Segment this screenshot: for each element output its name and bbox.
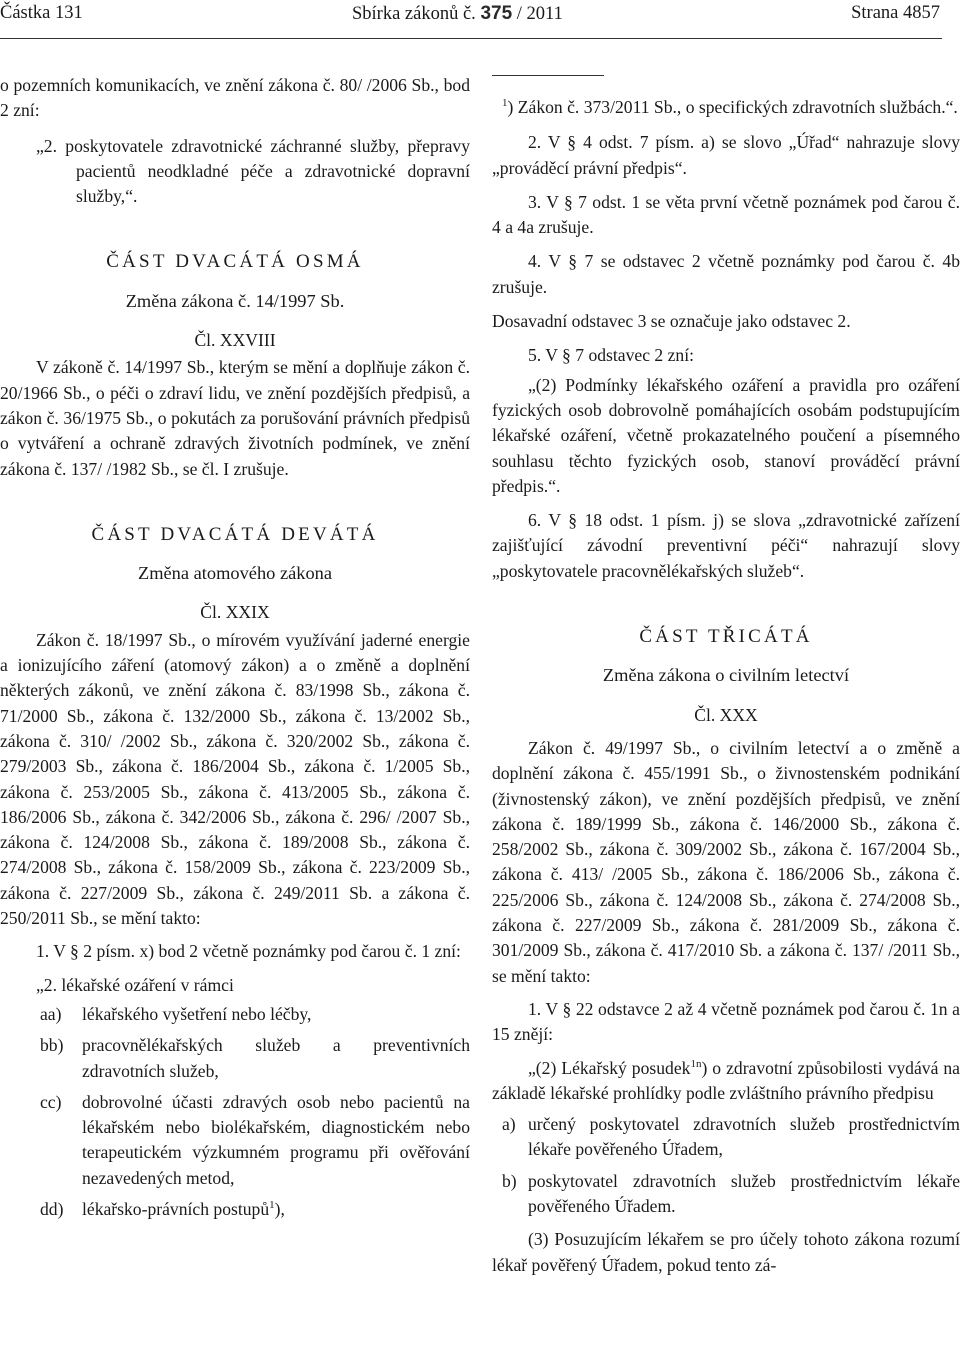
amendment-point-2: 2. V § 4 odst. 7 písm. a) se slovo „Úřad“ nahrazuje slovy „prováděcí právní předpis“. [492,132,960,178]
article-30-text: Zákon č. 49/1997 Sb., o civilním letectví a o změně a doplnění zákona č. 455/1991 Sb., o živnostenském podnikání (živnostenský zákon), ve znění pozdějších předpisů, ve znění zákona č. 189/1999 Sb., zákona č. 146/2000 Sb., zákona č. 258/2002 Sb., zákona č. 309/2002 Sb., zákona č. 167/2004 Sb., zákona č. 413/ /2005 Sb., zákona č. 186/2006 Sb., zákona č. 225/2006 Sb., zákona č. 124/2008 Sb., zákona č. 274/2008 Sb., zákona č. 227/2009 Sb., zákona č. 281/2009 Sb., zákona č. 301/2009 Sb., zákona č. 417/2010 Sb. a zákona č. 137/ /2011 Sb., se mění takto: [492,737,960,986]
right-column [492,75,960,1278]
part-29-subtitle: Změna atomového zákona [137,563,333,584]
article-28-heading: Čl. XXVIII [194,330,276,351]
part-28-subtitle: Změna zákona č. 14/1997 Sb. [125,290,345,311]
quoted-point-2: „2. poskytovatele zdravotnické záchranné služby, přepravy pacientů neodkladné péče a zdravotnické dopravní služby,“. [36,135,470,207]
footnote-ref-1[interactable]: 1 [269,1199,275,1212]
article-29-text: Zákon č. 18/1997 Sb., o mírovém využívání jaderné energie a ionizujícího záření (atomový zákon) a o změně a doplnění některých zákonů, ve znění zákona č. 83/1998 Sb., zákona č. 71/2000 Sb., zákona č. 132/2000 Sb., zákona č. 13/2002 Sb., zákona č. 310/ /2002 Sb., zákona č. 320/2002 Sb., zákona č. 279/2003 Sb., zákona č. 186/2004 Sb., zákona č. 1/2005 Sb., zákona č. 253/2005 Sb., zákona č. 413/2005 Sb., zákona č. 186/2006 Sb., zákona č. 342/2006 Sb., zákona č. 296/ /2007 Sb., zákona č. 124/2008 Sb., zákona č. 189/2008 Sb., zákona č. 274/2008 Sb., zákona č. 158/2009 Sb., zákona č. 223/2009 Sb., zákona č. 227/2009 Sb., zákona č. 249/2011 Sb. a zákona č. 250/2011 Sb., se mění takto: [0,629,470,929]
collection-number: 375 [480,3,513,24]
point-1-quote: „2. lékařské ozáření v rámci [36,974,234,995]
article-28-text: V zákoně č. 14/1997 Sb., kterým se mění a doplňuje zákon č. 20/1966 Sb., o péči o zdraví lidu, ve znění pozdějších předpisů, a zákon č. 36/1975 Sb., o pokutách za porušování právních předpisů o vytváření a ochraně zdravých životních podmínek, ve znění zákona č. 137/ /1982 Sb., se čl. I zrušuje. [0,357,470,479]
part-29-title: ČÁST DVACÁTÁ DEVÁTÁ [91,523,379,545]
footnote-divider [492,75,604,76]
list-item-dd: dd) lékařsko-právních postupů$^1$), [40,1198,285,1219]
header-divider [0,38,942,39]
footnote-ref-1n[interactable]: 1n [690,1057,702,1070]
list-item-b: b) poskytovatel zdravotních služeb prostřednictvím lékaře pověřeného Úřadem. [502,1170,960,1216]
amendment-point-3: 3. V § 7 odst. 1 se věta první včetně poznámek pod čarou č. 4 a 4a zrušuje. [492,191,960,238]
civil-point-1-quote: „(2) Lékařský posudek$^{1n}$) o zdravotní způsobilosti vydává na základě lékařské prohlídky podle zvláštního právního předpisu [492,1057,960,1103]
article-29-heading: Čl. XXIX [200,602,270,623]
amendment-point-6: 6. V § 18 odst. 1 písm. j) se slova „zdravotnické zařízení zajišťující závodní preventivní péči“ nahrazují slovy „poskytovatele pracovnělékařských služeb“. [492,510,960,581]
collection-title: Sbírka zákonů č. 375 / 2011 [352,3,563,24]
point-1-text: 1. V § 2 písm. x) bod 2 včetně poznámky pod čarou č. 1 zní: [36,941,461,962]
left-column [0,73,470,1222]
page-header [0,3,960,29]
amendment-point-4-note: Dosavadní odstavec 3 se označuje jako odstavec 2. [492,311,851,332]
amendment-point-5: 5. V § 7 odstavec 2 zní: [528,345,694,366]
civil-paragraph-3: (3) Posuzujícím lékařem se pro účely tohoto zákona rozumí lékař pověřený Úřadem, pokud tento zá- [492,1229,960,1275]
part-30-subtitle: Změna zákona o civilním letectví [602,665,850,686]
list-item-aa: aa) lékařského vyšetření nebo léčby, [40,1003,312,1024]
civil-point-1: 1. V § 22 odstavce 2 až 4 včetně poznámek pod čarou č. 1n a 15 znějí: [492,998,960,1045]
issue-number: Částka 131 [0,3,83,23]
list-item-a: a) určený poskytovatel zdravotních služeb prostřednictvím lékaře pověřeného Úřadem, [502,1114,960,1160]
list-item-bb: bb) pracovnělékařských služeb a preventivních zdravotních služeb, [40,1035,470,1081]
part-28-title: ČÁST DVACÁTÁ OSMÁ [106,251,364,273]
part-30-title: ČÁST TŘICÁTÁ [639,626,813,648]
footnote-1: $^1$) Zákon č. 373/2011 Sb., o specifických zdravotních službách.“. [502,97,958,117]
article-30-heading: Čl. XXX [694,704,758,725]
page-number: Strana 4857 [851,3,940,23]
amendment-point-5-quote: „(2) Podmínky lékařského ozáření a pravidla pro ozáření fyzických osob dobrovolně pomáhajících osobám podstupujícím lékařské ozáření, včetně prokazatelného poučení a písemného souhlasu těchto fyzických osob, stanoví prováděcí právní předpis.“. [492,374,960,496]
amendment-point-4: 4. V § 7 se odstavec 2 včetně poznámky pod čarou č. 4b zrušuje. [492,251,960,297]
intro-paragraph: o pozemních komunikacích, ve znění zákona č. 80/ /2006 Sb., bod 2 zní: [0,75,470,121]
list-item-cc: cc) dobrovolné účasti zdravých osob nebo pacientů na lékařském nebo biolékařském, diagnostickém nebo terapeutickém výzkumném programu při ověřování nezavedených metod, [40,1091,470,1188]
ozareni-list [0,1002,470,1222]
